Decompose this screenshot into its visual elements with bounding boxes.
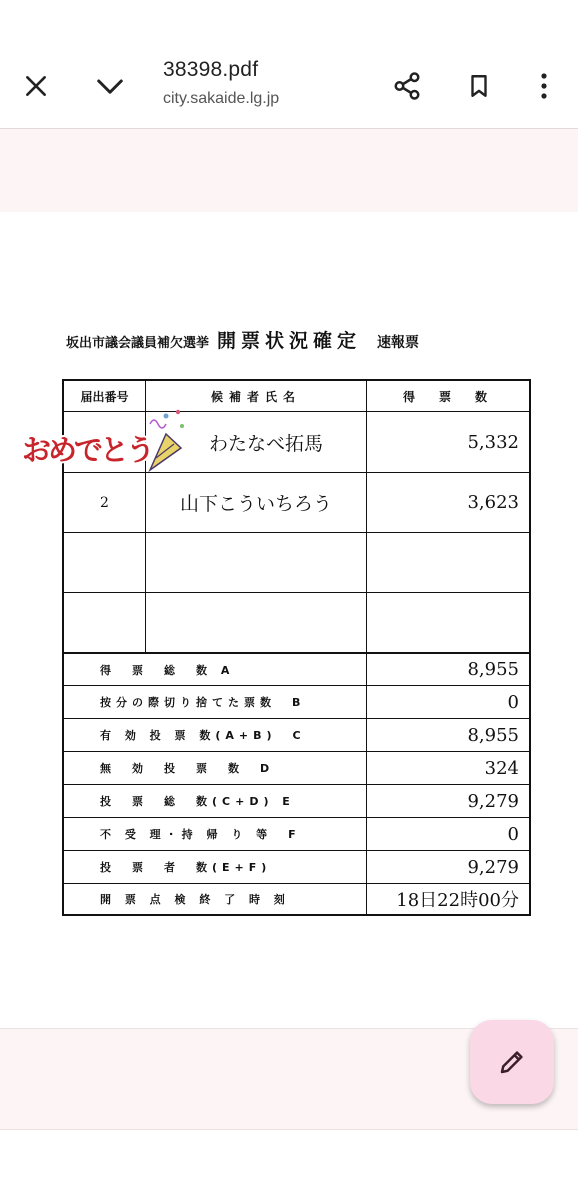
source-domain: city.sakaide.lg.jp (163, 90, 280, 107)
summary-value-b: 0 (507, 691, 519, 713)
sticker-text: おめでとう (22, 433, 153, 467)
summary-label-d: 無 効 投 票 数 D (100, 762, 275, 775)
summary-label-e: 投 票 総 数(C+D) E (100, 795, 295, 808)
candidate-2-votes: 3,623 (467, 492, 519, 513)
summary-value-e: 9,279 (467, 790, 519, 812)
candidate-4-votes (367, 593, 529, 652)
close-icon (23, 73, 49, 99)
top-app-bar (0, 0, 578, 129)
candidate-4-name (146, 593, 366, 652)
summary-label-c: 有 効 投 票 数(A+B) C (100, 729, 306, 742)
summary-label-b: 按分の際切り捨てた票数 B (100, 696, 306, 709)
edit-pencil-icon (497, 1047, 527, 1077)
summary-value-d: 324 (484, 757, 519, 779)
header-number: 届出番号 (80, 390, 129, 404)
header-name: 候補者氏名 (210, 390, 301, 404)
header-votes: 得 票 数 (402, 390, 493, 404)
page-gap-top (0, 129, 578, 212)
edit-fab-button[interactable] (470, 1020, 554, 1104)
more-options-button[interactable] (520, 62, 568, 110)
summary-label-time: 開 票 点 検 終 了 時 刻 (100, 893, 290, 906)
summary-value-voters: 9,279 (467, 856, 519, 878)
candidate-3-votes (367, 533, 529, 592)
summary-label-f: 不 受 理・持 帰 り 等 F (100, 828, 301, 841)
chevron-down-icon (95, 71, 125, 101)
candidate-3-name (146, 533, 366, 592)
summary-value-time: 18日22時00分 (396, 890, 519, 911)
bookmark-button[interactable] (455, 62, 503, 110)
status-title: 開票状況確定 (217, 330, 362, 352)
candidate-1-name: わたなべ拓馬 (208, 432, 323, 455)
summary-label-a: 得 票 総 数 A (100, 663, 235, 677)
candidate-3-number (64, 533, 145, 592)
document-title (66, 326, 419, 353)
candidate-2-name: 山下こういちろう (179, 493, 332, 515)
more-vert-icon (539, 72, 549, 100)
party-popper-icon (150, 410, 184, 470)
candidate-4-number (64, 593, 145, 652)
report-type: 速報票 (377, 335, 420, 351)
share-button[interactable] (383, 62, 431, 110)
title-block (163, 58, 279, 108)
close-button[interactable] (12, 62, 60, 110)
summary-value-a: 8,955 (467, 659, 519, 680)
election-name: 坂出市議会議員補欠選挙 (66, 336, 210, 351)
collapse-button[interactable] (86, 62, 134, 110)
candidate-1-votes: 5,332 (467, 431, 519, 453)
share-icon (392, 71, 422, 101)
summary-value-f: 0 (507, 823, 519, 845)
summary-label-voters: 投 票 者 数(E+F) (100, 861, 272, 874)
candidate-2-number: 2 (100, 494, 109, 511)
bookmark-icon (466, 72, 492, 100)
file-name: 38398.pdf (163, 58, 259, 81)
congratulations-sticker (20, 404, 185, 474)
summary-value-c: 8,955 (467, 724, 519, 746)
